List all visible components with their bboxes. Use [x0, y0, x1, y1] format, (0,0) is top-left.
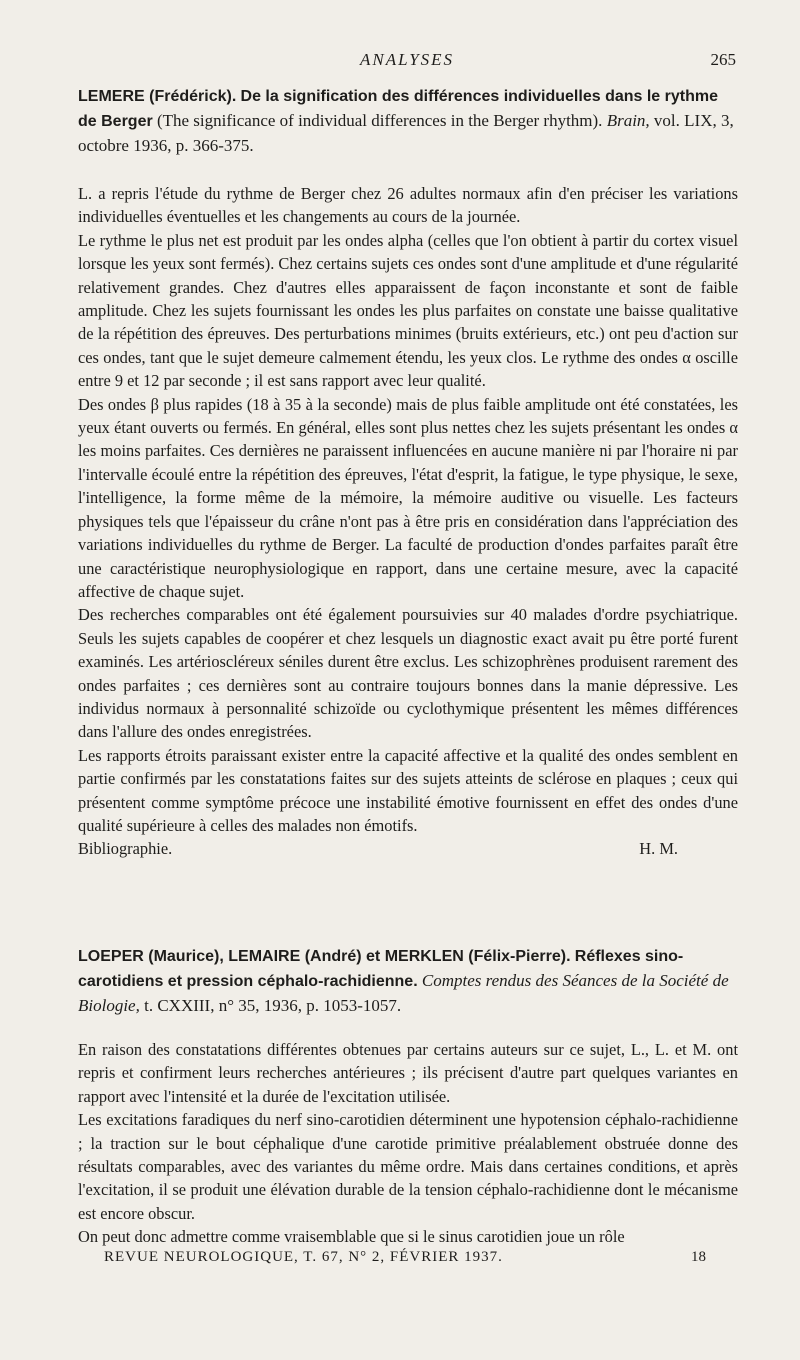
paragraph: On peut donc admettre comme vraisemblable que si le sinus carotidien joue un rôle [78, 1227, 625, 1247]
article-title: Réflexes sino-carotidiens et pression céphalo-rachidienne. [78, 948, 684, 990]
running-head [78, 48, 736, 72]
article-citation: t. CXXIII, n° 35, 1936, p. 1053-1057. [144, 996, 402, 1015]
paragraph: Le rythme le plus net est produit par les ondes alpha (celles que l'on obtient à partir du cortex visuel lorsque les yeux sont fermés). Chez certains sujets ces ondes sont d'une amplitude et d'une régularité relativement grandes. Chez d'autres elles apparaissent de façon inconstante et sont de faible amplitude. Chez les sujets fournissant les ondes les plus parfaites on constate une baisse qualitative de la répétition des épreuves. Des perturbations minimes (bruits extérieurs, etc.) ont peu d'action sur ces ondes, tant que le sujet demeure calmement étendu, les yeux clos. Le rythme des ondes α oscille entre 9 et 12 par seconde ; il est sans rapport avec leur qualité. [78, 230, 738, 391]
paragraph: L. a repris l'étude du rythme de Berger chez 26 adultes normaux afin d'en préciser les variations individuelles éventuelles et les changements au cours de la journée. [78, 184, 738, 227]
paragraph: Les excitations faradiques du nerf sino-carotidien déterminent une hypotension céphalo-rachidienne ; la traction sur le bout céphalique d'une carotide primitive préalablement obstruée donne des résultats comparables, avec des variantes du même ordre. Mais dans certaines conditions, et après l'excitation, il se produit une élévation durable de la tension céphalo-rachidienne dont le mécanisme est encore obscur. [78, 1110, 738, 1223]
paragraph: Des recherches comparables ont été également poursuivies sur 40 malades d'ordre psychiatrique. Seuls les sujets capables de coopérer et chez lesquels un diagnostic exact avait pu être porté furent examinés. Les artérioscléreux séniles durent être exclus. Les schizophrènes produisent rarement des ondes parfaites ; ces dernières sont au contraire toujours bonnes dans la manie dépressive. Les individus normaux à personnalité schizoïde ou cyclothymique présentent les mêmes différences dans l'allure des ondes enregistrées. [78, 605, 738, 742]
paragraph: En raison des constatations différentes obtenues par certains auteurs sur ce sujet, L., L. et M. ont repris et confirment leurs recherches antérieures ; ils précisent d'autre part quelques variantes en rapport avec l'intensité et la durée de l'excitation utilisée. [78, 1040, 738, 1106]
reviewer-signature: H. M. [639, 839, 678, 859]
article-loeper [78, 944, 738, 1249]
article-citation: vol. LIX, 3, octobre 1936, p. 366-375. [78, 111, 734, 155]
article-journal: Brain, [606, 111, 650, 130]
footer-sheet-number: 18 [691, 1249, 706, 1265]
paragraph: Des ondes β plus rapides (18 à 35 à la seconde) mais de plus faible amplitude ont été constatées, les yeux étant ouverts ou fermés. En général, elles sont plus nettes chez les sujets présentant les ondes α les moins parfaites. Ces dernières ne paraissent influencées en aucune manière ni par l'horaire ni par l'intervalle écoulé entre la répétition des épreuves, l'état d'esprit, la fatigue, le type physique, le sexe, l'intelligence, la forme même de la mémoire, la mémoire auditive ou visuelle. Les facteurs physiques tels que l'épaisseur du crâne n'ont pas à être pris en considération dans l'appréciation des variations individuelles du rythme de Berger. La faculté de production d'ondes parfaites paraît être une caractéristique neurophysiologique en rapport, dans une certaine mesure, avec la capacité affective de chaque sujet. [78, 394, 738, 601]
running-head-title: ANALYSES [359, 50, 455, 69]
footer-journal: REVUE NEUROLOGIQUE, T. 67, N° 2, FÉVRIER 1937. [104, 1249, 503, 1265]
bibliography-line [78, 837, 738, 860]
article-translation: (The significance of individual differences in the Berger rhythm). [156, 111, 603, 130]
page-footer [104, 1249, 706, 1266]
article-author: LEMERE (Frédérick). [78, 88, 237, 105]
article-body [78, 182, 738, 861]
article-heading [78, 84, 738, 158]
article-lemere [78, 84, 738, 861]
article-journal: Comptes rendus des Séances de la Société de Biologie, [78, 971, 729, 1015]
article-author: LOEPER (Maurice), LEMAIRE (André) et MERKLEN (Félix-Pierre). [78, 948, 571, 965]
paragraph: Les rapports étroits paraissant exister entre la capacité affective et la qualité des ondes semblent en partie confirmés par les constatations faites sur des sujets atteints de sclérose en plaques ; ceux qui présentent comme symptôme précoce une instabilité émotive fournissent en effet des ondes d'une qualité supérieure à celles des malades non émotifs. [78, 745, 738, 835]
article-title: De la signification des différences individuelles dans le rythme de Berger [78, 88, 718, 130]
bibliography-label: Bibliographie. [78, 839, 173, 859]
article-body [78, 1038, 738, 1249]
article-heading [78, 944, 738, 1018]
page-number: 265 [710, 50, 736, 69]
